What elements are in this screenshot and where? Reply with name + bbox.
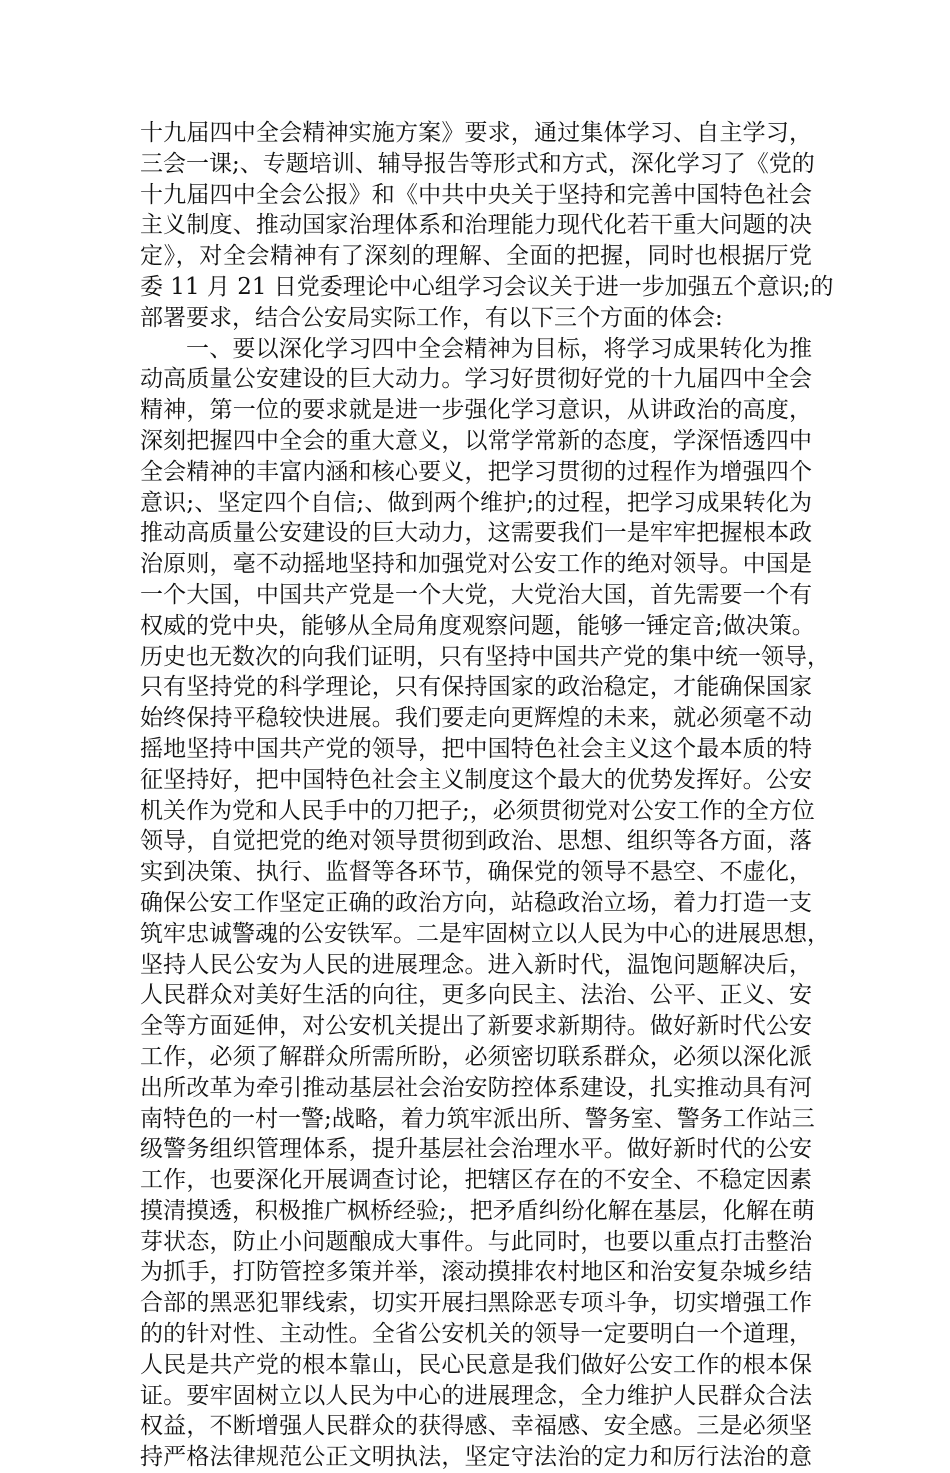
text-line: 实到决策、执行、监督等各环节，确保党的领导不悬空、不虚化， [140, 859, 812, 886]
text-line: 合部的黑恶犯罪线索，切实开展扫黑除恶专项斗争，切实增强工作 [140, 1290, 812, 1317]
text-line: 工作，也要深化开展调查讨论，把辖区存在的不安全、不稳定因素 [140, 1167, 812, 1194]
text-line: 始终保持平稳较快进展。我们要走向更辉煌的未来，就必须毫不动 [140, 705, 812, 732]
text-line: 为抓手，打防管控多策并举，滚动摸排农村地区和治安复杂城乡结 [140, 1259, 812, 1286]
text-line: 一、要以深化学习四中全会精神为目标，将学习成果转化为推 [186, 335, 812, 362]
text-line: 意识;、坚定四个自信;、做到两个维护;的过程，把学习成果转化为 [140, 489, 812, 516]
text-line: 治原则，毫不动摇地坚持和加强党对公安工作的绝对领导。中国是 [140, 551, 812, 578]
text-line: 机关作为党和人民手中的刀把子;，必须贯彻党对公安工作的全方位 [140, 797, 815, 824]
text-line: 的的针对性、主动性。全省公安机关的领导一定要明白一个道理， [140, 1321, 812, 1348]
text-line: 十九届四中全会公报》和《中共中央关于坚持和完善中国特色社会 [140, 181, 812, 208]
text-line: 动高质量公安建设的巨大动力。学习好贯彻好党的十九届四中全会 [140, 366, 812, 393]
text-line: 南特色的一村一警;战略，着力筑牢派出所、警务室、警务工作站三 [140, 1105, 815, 1132]
text-line: 领导，自觉把党的绝对领导贯彻到政治、思想、组织等各方面，落 [140, 828, 812, 855]
text-line: 征坚持好，把中国特色社会主义制度这个最大的优势发挥好。公安 [140, 766, 812, 793]
text-line: 只有坚持党的科学理论，只有保持国家的政治稳定，才能确保国家 [140, 674, 812, 701]
text-line: 摇地坚持中国共产党的领导，把中国特色社会主义这个最本质的特 [140, 735, 812, 762]
text-line: 筑牢忠诚警魂的公安铁军。二是牢固树立以人民为中心的进展思想， [140, 920, 830, 947]
text-line: 权威的党中央，能够从全局角度观察问题，能够一锤定音;做决策。 [140, 612, 815, 639]
text-line: 级警务组织管理体系，提升基层社会治理水平。做好新时代的公安 [140, 1136, 812, 1163]
text-line: 精神，第一位的要求就是进一步强化学习意识，从讲政治的高度， [140, 397, 812, 424]
text-line: 证。要牢固树立以人民为中心的进展理念，全力维护人民群众合法 [140, 1382, 812, 1409]
text-line: 工作，必须了解群众所需所盼，必须密切联系群众，必须以深化派 [140, 1043, 812, 1070]
text-line: 主义制度、推动国家治理体系和治理能力现代化若干重大问题的决 [140, 212, 812, 239]
text-line: 历史也无数次的向我们证明，只有坚持中国共产党的集中统一领导， [140, 643, 830, 670]
text-line: 全会精神的丰富内涵和核心要义，把学习贯彻的过程作为增强四个 [140, 458, 812, 485]
text-line: 委 11 月 21 日党委理论中心组学习会议关于进一步加强五个意识;的 [140, 273, 834, 300]
text-line: 深刻把握四中全会的重大意义，以常学常新的态度，学深悟透四中 [140, 427, 812, 454]
text-line: 部署要求，结合公安局实际工作，有以下三个方面的体会: [140, 304, 723, 331]
text-line: 三会一课;、专题培训、辅导报告等形式和方式，深化学习了《党的 [140, 150, 815, 177]
text-line: 人民是共产党的根本靠山，民心民意是我们做好公安工作的根本保 [140, 1351, 812, 1378]
text-line: 芽状态，防止小问题酿成大事件。与此同时，也要以重点打击整治 [140, 1228, 812, 1255]
text-line: 推动高质量公安建设的巨大动力，这需要我们一是牢牢把握根本政 [140, 520, 812, 547]
text-line: 出所改革为牵引推动基层社会治安防控体系建设，扎实推动具有河 [140, 1074, 812, 1101]
text-line: 坚持人民公安为人民的进展理念。进入新时代，温饱问题解决后， [140, 951, 812, 978]
text-line: 持严格法律规范公正文明执法，坚定守法治的定力和厉行法治的意 [140, 1444, 812, 1471]
body-text [140, 118, 834, 1473]
text-line: 一个大国，中国共产党是一个大党，大党治大国，首先需要一个有 [140, 581, 812, 608]
text-line: 人民群众对美好生活的向往，更多向民主、法治、公平、正义、安 [140, 982, 812, 1009]
text-line: 确保公安工作坚定正确的政治方向，站稳政治立场，着力打造一支 [140, 889, 812, 916]
text-line: 定》，对全会精神有了深刻的理解、全面的把握，同时也根据厅党 [140, 243, 812, 270]
text-line: 摸清摸透，积极推广枫桥经验;，把矛盾纠纷化解在基层，化解在萌 [140, 1197, 815, 1224]
text-line: 权益，不断增强人民群众的获得感、幸福感、安全感。三是必须坚 [140, 1413, 812, 1440]
text-line: 十九届四中全会精神实施方案》要求，通过集体学习、自主学习， [140, 120, 812, 146]
text-line: 全等方面延伸，对公安机关提出了新要求新期待。做好新时代公安 [140, 1013, 812, 1040]
